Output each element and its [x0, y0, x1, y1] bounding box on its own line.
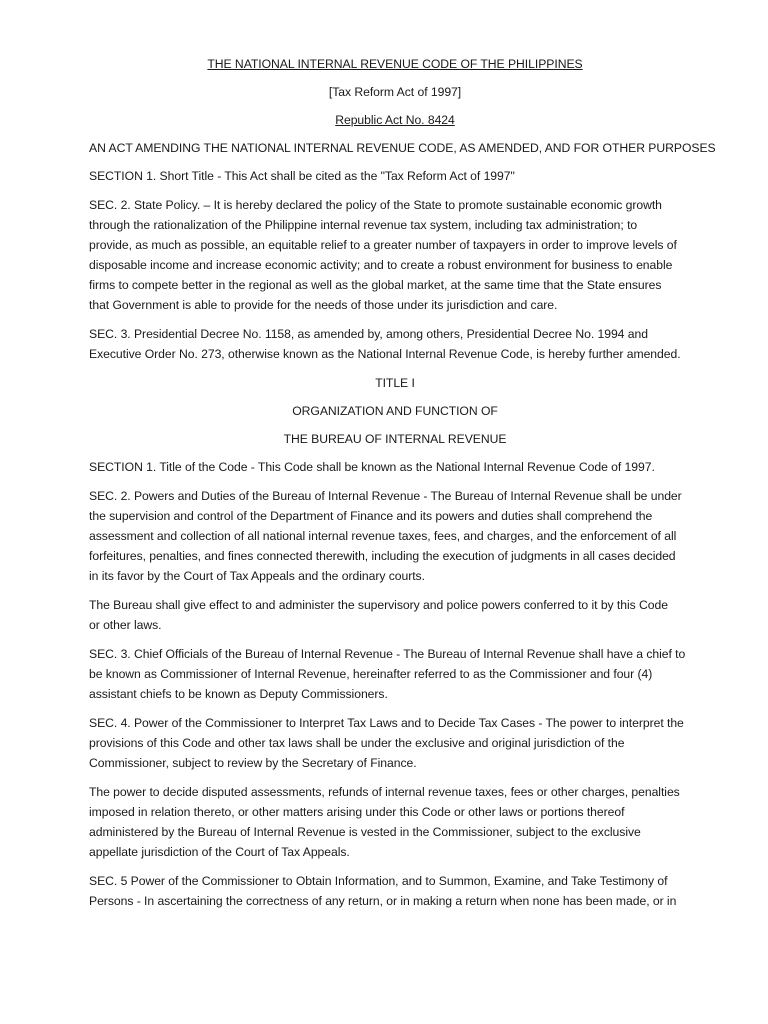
paragraph-line: SEC. 2. State Policy. – It is hereby declared the policy of the State to promote sustainable economic growth — [89, 198, 662, 212]
paragraph-line: that Government is able to provide for the needs of those under its jurisdiction and care. — [89, 298, 558, 312]
paragraph-line: provisions of this Code and other tax laws shall be under the exclusive and original jurisdiction of the — [89, 736, 625, 750]
section-amendment — [89, 324, 713, 364]
paragraph-line: imposed in relation thereto, or other matters arising under this Code or other laws or portions thereof — [89, 805, 625, 819]
paragraph-line: assistant chiefs to be known as Deputy Commissioners. — [89, 687, 388, 701]
section-commissioner-power — [89, 713, 713, 773]
section-short-title — [89, 166, 713, 186]
paragraph-line: provide, as much as possible, an equitable relief to a greater number of taxpayers in order to improve levels of — [89, 238, 677, 252]
paragraph-line: disposable income and increase economic activity; and to create a robust environment for business to enable — [89, 258, 673, 272]
paragraph-line: SEC. 3. Chief Officials of the Bureau of Internal Revenue - The Bureau of Internal Revenue shall have a chief to — [89, 647, 686, 661]
paragraph-line: SEC. 3. Presidential Decree No. 1158, as amended by, among others, Presidential Decree No. 1994 and — [89, 327, 648, 341]
paragraph-line: SEC. 4. Power of the Commissioner to Interpret Tax Laws and to Decide Tax Cases - The power to interpret the — [89, 716, 684, 730]
paragraph-line: in its favor by the Court of Tax Appeals and the ordinary courts. — [89, 569, 425, 583]
title-heading-number: TITLE I — [375, 376, 415, 390]
act-description: AN ACT AMENDING THE NATIONAL INTERNAL REVENUE CODE, AS AMENDED, AND FOR OTHER PURPOSES — [89, 141, 716, 155]
paragraph-line: through the rationalization of the Philippine internal revenue tax system, including tax administration; to — [89, 218, 638, 232]
paragraph-disputed-assessments — [89, 782, 713, 862]
paragraph-line: or other laws. — [89, 618, 162, 632]
paragraph-line: the supervision and control of the Department of Finance and its powers and duties shall comprehend the — [89, 509, 653, 523]
paragraph-line: appellate jurisdiction of the Court of Tax Appeals. — [89, 845, 350, 859]
paragraph-line: SECTION 1. Short Title - This Act shall be cited as the "Tax Reform Act of 1997" — [89, 169, 515, 183]
paragraph-line: The Bureau shall give effect to and administer the supervisory and police powers conferred to it by this Code — [89, 598, 668, 612]
document-body — [89, 54, 716, 911]
title-heading — [89, 373, 713, 449]
section-obtain-information — [89, 871, 713, 911]
title-heading-line: THE BUREAU OF INTERNAL REVENUE — [283, 432, 507, 446]
paragraph-line: SECTION 1. Title of the Code - This Code shall be known as the National Internal Revenue Code of 1997. — [89, 460, 655, 474]
paragraph-line: forfeitures, penalties, and fines connected therewith, including the execution of judgments in all cases decided — [89, 549, 676, 563]
paragraph-bureau-powers — [89, 595, 713, 635]
intro-sections — [89, 166, 713, 364]
paragraph-line: be known as Commissioner of Internal Revenue, hereinafter referred to as the Commissioner and four (4) — [89, 667, 653, 681]
section-chief-officials — [89, 644, 713, 704]
section-powers-duties — [89, 486, 713, 586]
paragraph-line: Commissioner, subject to review by the Secretary of Finance. — [89, 756, 417, 770]
act-number: Republic Act No. 8424 — [335, 113, 455, 127]
title-heading-line: ORGANIZATION AND FUNCTION OF — [292, 404, 498, 418]
section-code-title — [89, 457, 713, 477]
document-title: THE NATIONAL INTERNAL REVENUE CODE OF THE PHILIPPINES — [207, 57, 583, 71]
paragraph-line: Executive Order No. 273, otherwise known as the National Internal Revenue Code, is hereby further amended. — [89, 347, 681, 361]
paragraph-line: Persons - In ascertaining the correctness of any return, or in making a return when none has been made, or in — [89, 894, 677, 908]
section-state-policy — [89, 195, 713, 315]
paragraph-line: assessment and collection of all national internal revenue taxes, fees, and charges, and the enforcement of all — [89, 529, 677, 543]
paragraph-line: SEC. 2. Powers and Duties of the Bureau of Internal Revenue - The Bureau of Internal Revenue shall be under — [89, 489, 682, 503]
title-sections — [89, 457, 713, 911]
paragraph-line: The power to decide disputed assessments, refunds of internal revenue taxes, fees or other charges, penalties — [89, 785, 680, 799]
paragraph-line: firms to compete better in the regional as well as the global market, at the same time that the State ensures — [89, 278, 662, 292]
paragraph-line: administered by the Bureau of Internal Revenue is vested in the Commissioner, subject to the exclusive — [89, 825, 641, 839]
paragraph-line: SEC. 5 Power of the Commissioner to Obtain Information, and to Summon, Examine, and Take Testimony of — [89, 874, 668, 888]
document-subtitle: [Tax Reform Act of 1997] — [328, 85, 462, 99]
